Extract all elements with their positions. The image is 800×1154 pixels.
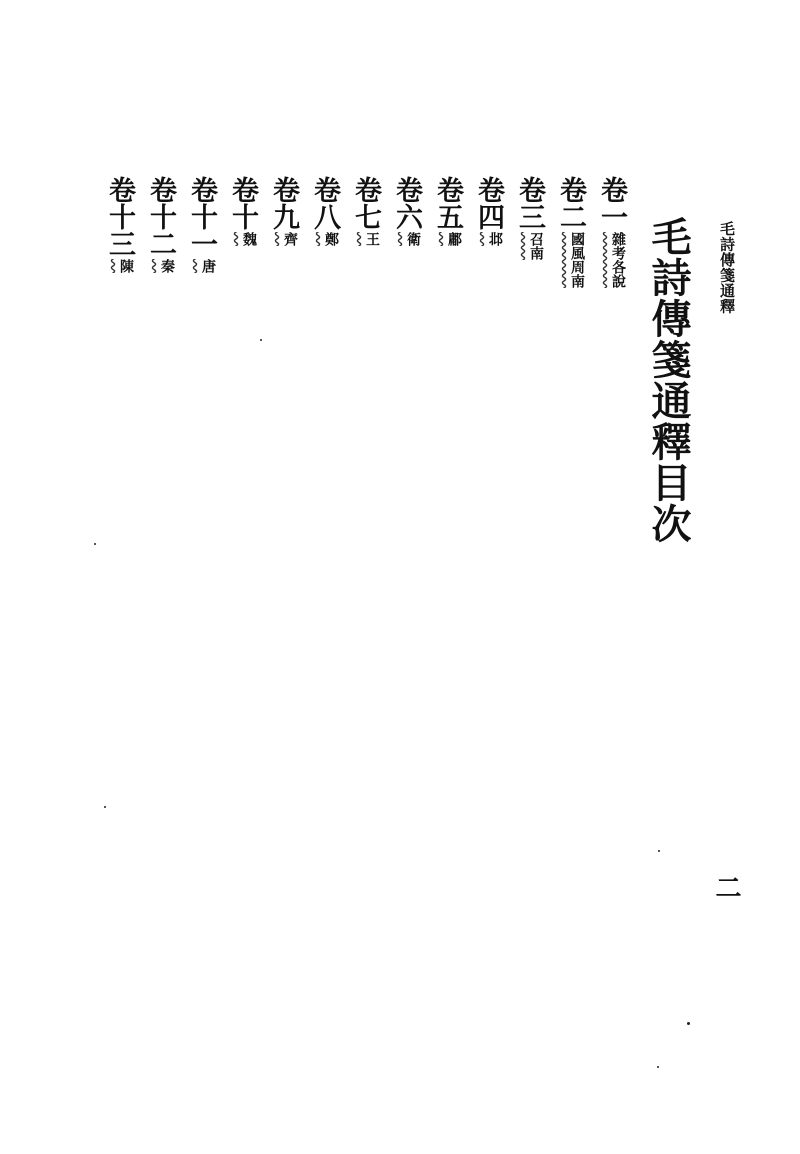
toc-volume: 卷十二 — [145, 176, 176, 257]
toc-subtitle: 齊 — [282, 232, 298, 246]
toc-subtitle: 雜考各說 — [610, 232, 626, 288]
toc-item — [553, 176, 584, 288]
toc-volume: 卷十三 — [104, 176, 135, 257]
scan-speck — [104, 806, 106, 808]
toc-subtitle: 王 — [364, 232, 380, 246]
running-head: 毛詩傳箋通釋 — [718, 221, 736, 314]
scan-speck — [260, 339, 262, 341]
toc-subtitle: 國風周南 — [569, 232, 585, 288]
toc-subtitle: 衛 — [405, 232, 421, 246]
scan-speck — [658, 850, 660, 852]
toc-volume: 卷三 — [514, 176, 545, 230]
scan-speck — [94, 543, 96, 545]
toc-volume: 卷十 — [227, 176, 258, 230]
toc-volume: 卷十一 — [186, 176, 217, 257]
toc-subtitle: 唐 — [200, 259, 216, 273]
toc-item — [184, 176, 215, 288]
toc-subtitle: 秦 — [159, 259, 175, 273]
toc-subtitle: 鄭 — [323, 232, 339, 246]
table-of-contents — [102, 176, 625, 288]
toc-item — [389, 176, 420, 288]
toc-subtitle: 陳 — [118, 259, 134, 273]
toc-volume: 卷九 — [268, 176, 299, 230]
scan-speck — [657, 1066, 659, 1068]
toc-item — [307, 176, 338, 288]
toc-subtitle: 鄘 — [446, 232, 462, 246]
toc-item — [512, 176, 543, 288]
toc-item — [348, 176, 379, 288]
toc-subtitle: 魏 — [241, 232, 257, 246]
toc-item — [471, 176, 502, 288]
toc-volume: 卷七 — [350, 176, 381, 230]
toc-item — [102, 176, 133, 288]
toc-subtitle: 邶 — [487, 232, 503, 246]
toc-item — [225, 176, 256, 288]
page-title: 毛詩傳箋通釋目次 — [645, 216, 692, 544]
toc-item — [143, 176, 174, 288]
toc-item — [430, 176, 461, 288]
toc-subtitle: 召南 — [528, 232, 544, 260]
toc-item — [266, 176, 297, 288]
scan-speck — [687, 1022, 690, 1025]
toc-volume: 卷六 — [391, 176, 422, 230]
toc-volume: 卷八 — [309, 176, 340, 230]
toc-volume: 卷二 — [555, 176, 586, 230]
toc-item — [594, 176, 625, 288]
toc-volume: 卷五 — [432, 176, 463, 230]
toc-volume: 卷一 — [596, 176, 627, 230]
page-number: 二 — [711, 874, 741, 900]
toc-volume: 卷四 — [473, 176, 504, 230]
